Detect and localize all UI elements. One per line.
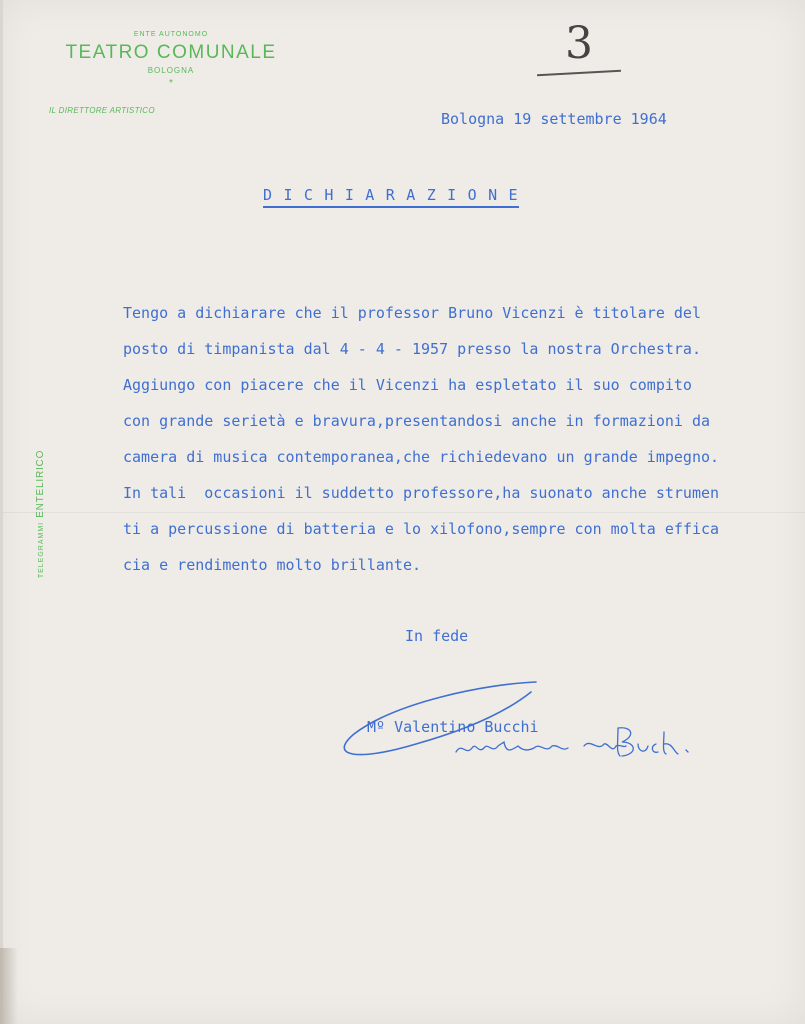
body-line: con grande serietà e bravura,presentandosi anche in formazioni da <box>123 412 710 430</box>
telegram-label: TELEGRAMMI <box>38 521 45 579</box>
director-label: IL DIRETTORE ARTISTICO <box>49 106 155 115</box>
letterhead-ente: ENTE AUTONOMO <box>133 31 209 38</box>
telegram-address <box>30 439 48 589</box>
body-line: ti a percussione di batteria e lo xilofono,sempre con molta effica <box>123 520 720 538</box>
letter-body <box>123 298 763 586</box>
closing: In fede <box>405 627 469 645</box>
letterhead-city: BOLOGNA <box>147 66 195 75</box>
body-line: Aggiungo con piacere che il Vicenzi ha espletato il suo compito <box>123 376 692 394</box>
signatory-name: Mº Valentino Bucchi <box>367 718 539 736</box>
paper-fold <box>0 512 805 513</box>
page-number-underline <box>537 70 621 76</box>
letterhead-title: TEATRO COMUNALE <box>65 42 277 63</box>
telegram-value: ENTELIRICO <box>35 449 46 518</box>
body-line: posto di timpanista dal 4 - 4 - 1957 presso la nostra Orchestra. <box>123 340 701 358</box>
document-heading: D I C H I A R A Z I O N E <box>263 186 519 208</box>
page-number: 3 <box>565 18 593 69</box>
body-line: cia e rendimento molto brillante. <box>123 556 422 574</box>
letter-date: Bologna 19 settembre 1964 <box>441 110 667 128</box>
body-line: In tali occasioni il suddetto professore,ha suonato anche strumen <box>123 484 720 502</box>
body-line: Tengo a dichiarare che il professor Bruno Vicenzi è titolare del <box>123 304 701 322</box>
letterhead-ornament: * <box>169 78 173 89</box>
paper-corner-shadow <box>0 948 18 1024</box>
body-line: camera di musica contemporanea,che richiedevano un grande impegno. <box>123 448 720 466</box>
letterhead <box>36 30 306 90</box>
